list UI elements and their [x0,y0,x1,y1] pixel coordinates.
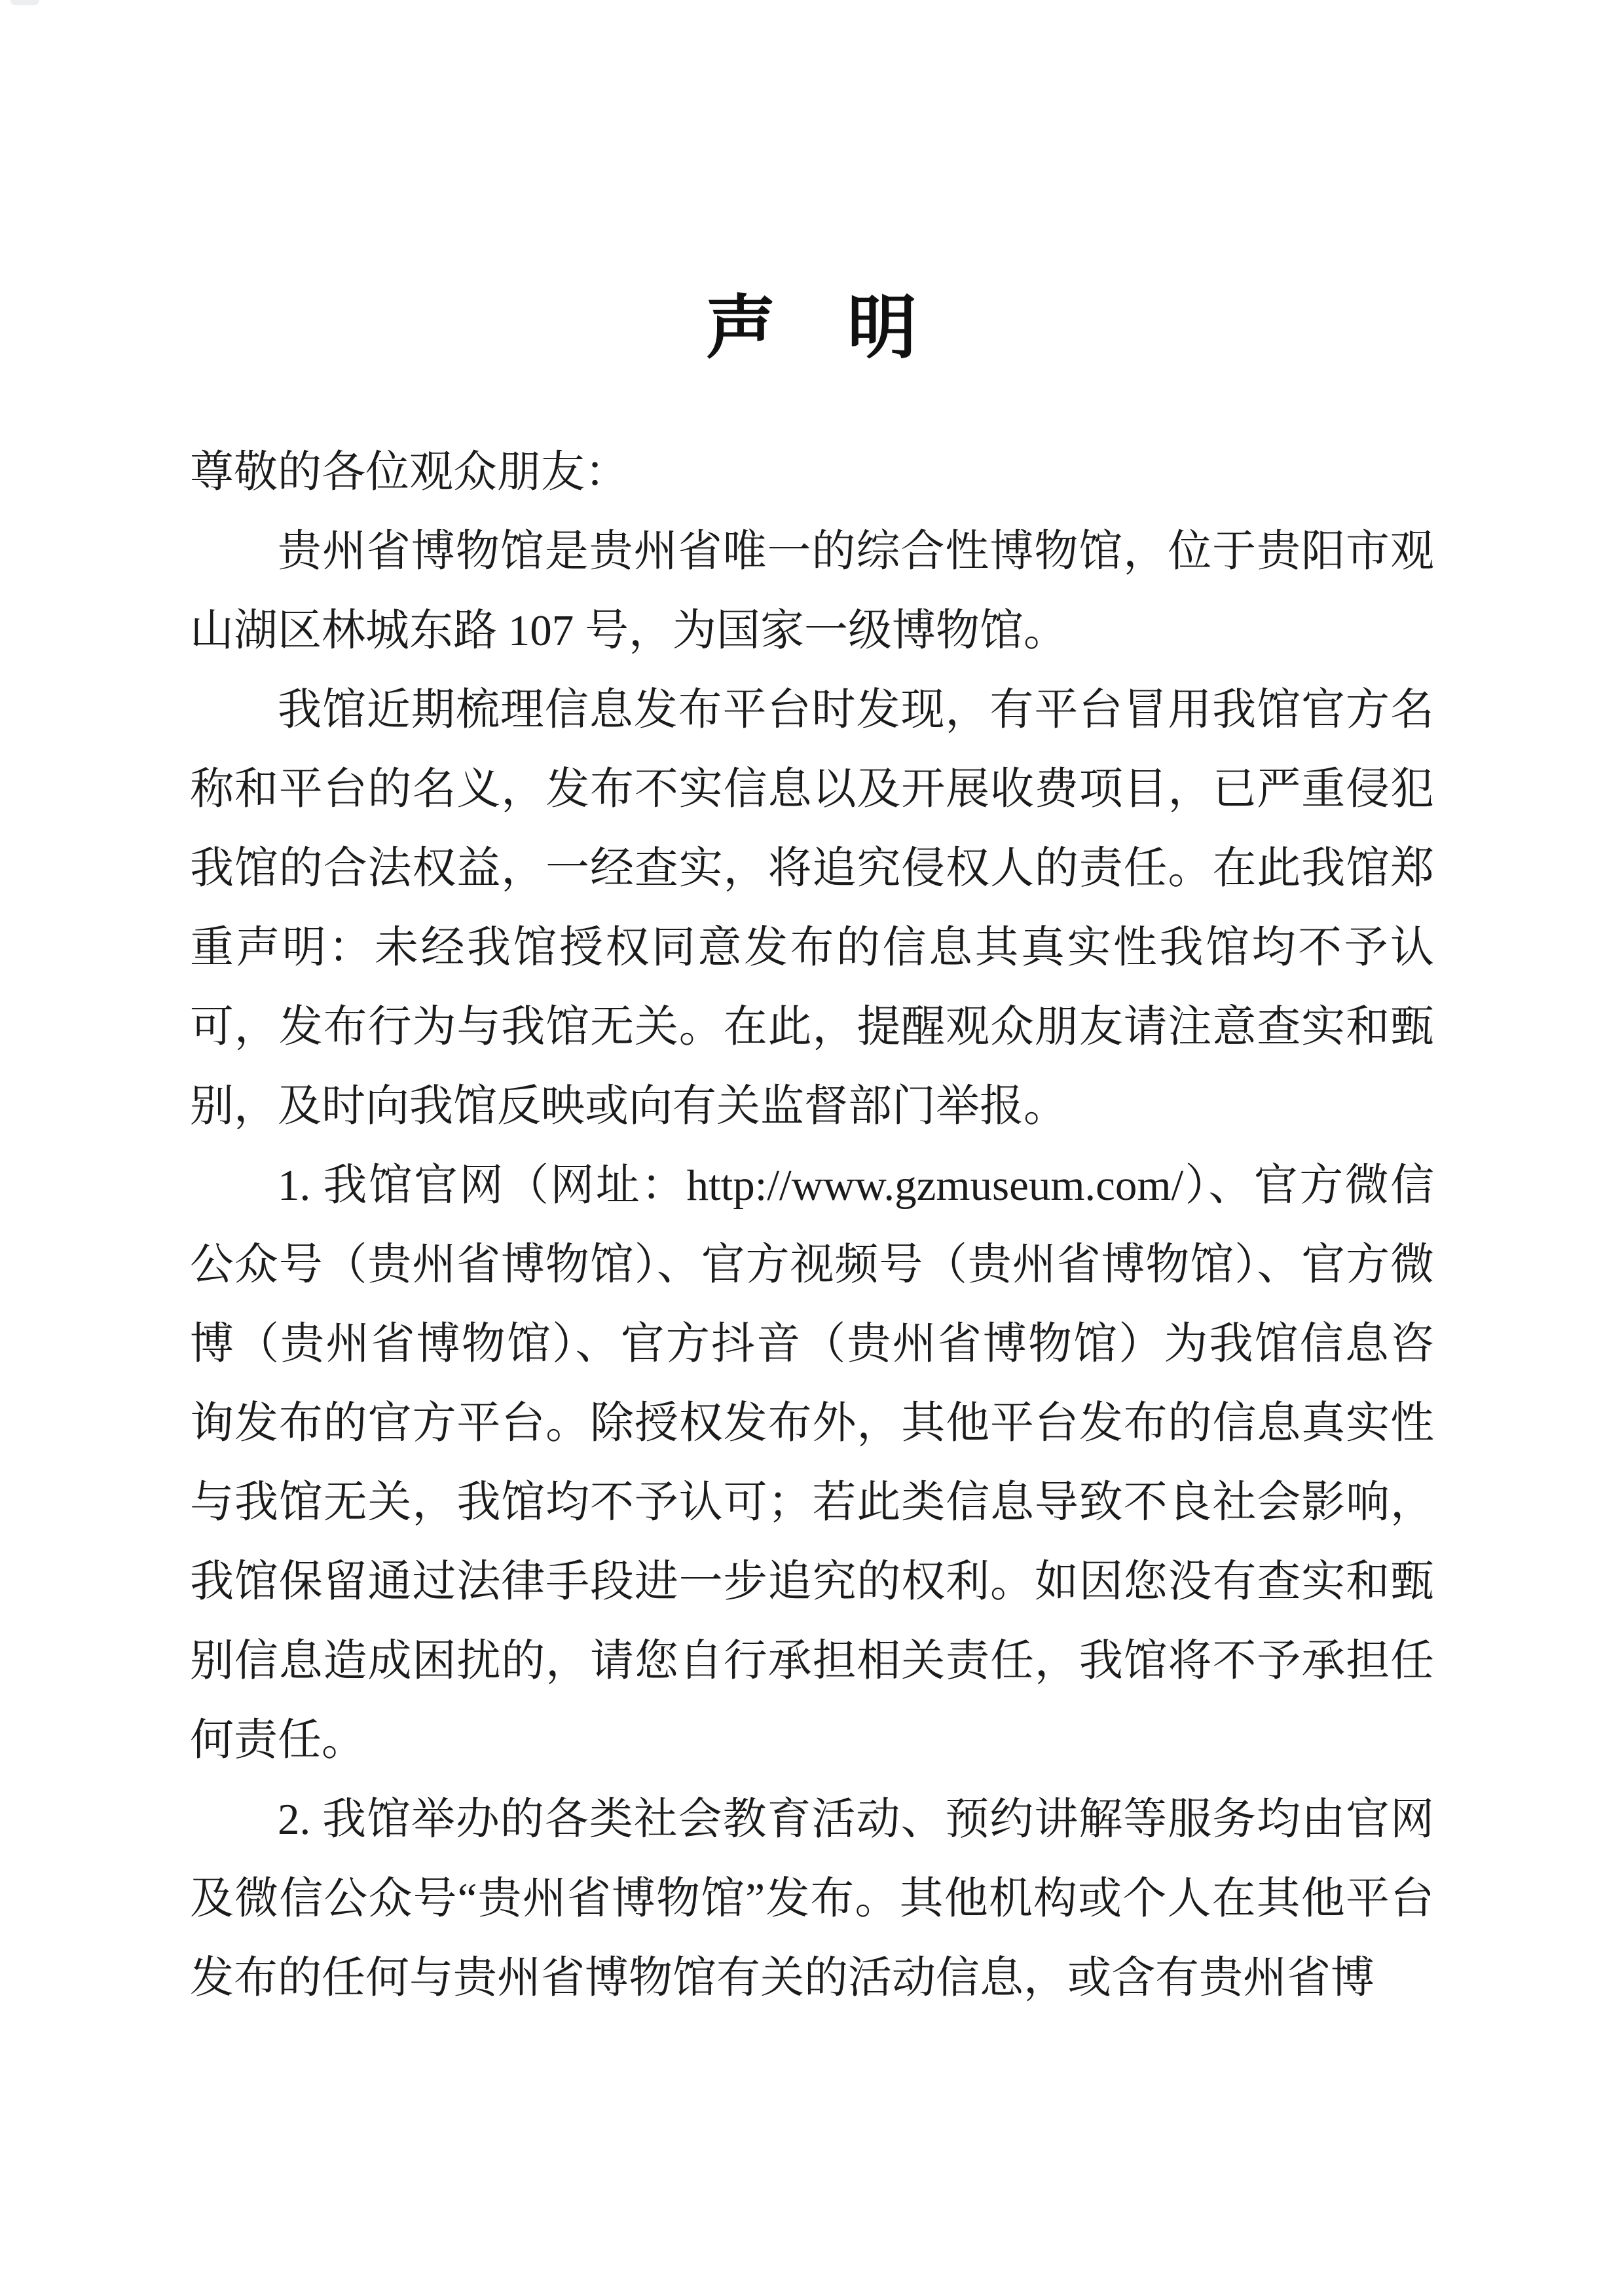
paragraph-museum-intro: 贵州省博物馆是贵州省唯一的综合性博物馆，位于贵阳市观山湖区林城东路 107 号，为国家一级博物馆。 [190,527,1434,656]
scan-artifact [10,0,39,5]
salutation-line: 尊敬的各位观众朋友： [190,448,629,497]
paragraph-item-2-activities: 2. 我馆举办的各类社会教育活动、预约讲解等服务均由官网及微信公众号“贵州省博物馆”发布。其他机构或个人在其他平台发布的任何与贵州省博物馆有关的活动信息，或含有贵州省博 [190,1795,1434,2003]
statement-document [190,287,1434,2018]
document-body [190,433,1434,2018]
paragraph-impersonation-statement: 我馆近期梳理信息发布平台时发现，有平台冒用我馆官方名称和平台的名义，发布不实信息以及开展收费项目，已严重侵犯我馆的合法权益，一经查实，将追究侵权人的责任。在此我馆郑重声明：未经我馆授权同意发布的信息其真实性我馆均不予认可，发布行为与我馆无关。在此，提醒观众朋友请注意查实和甄别，及时向我馆反映或向有关监督部门举报。 [190,686,1434,1131]
paragraph-item-1-official-platforms: 1. 我馆官网（网址：http://www.gzmuseum.com/）、官方微信公众号（贵州省博物馆）、官方视频号（贵州省博物馆）、官方微博（贵州省博物馆）、官方抖音（贵州省博物馆）为我馆信息咨询发布的官方平台。除授权发布外，其他平台发布的信息真实性与我馆无关，我馆均不予认可；若此类信息导致不良社会影响，我馆保留通过法律手段进一步追究的权利。如因您没有查实和甄别信息造成困扰的，请您自行承担相关责任，我馆将不予承担任何责任。 [190,1161,1434,1765]
document-title: 声 明 [706,290,918,367]
